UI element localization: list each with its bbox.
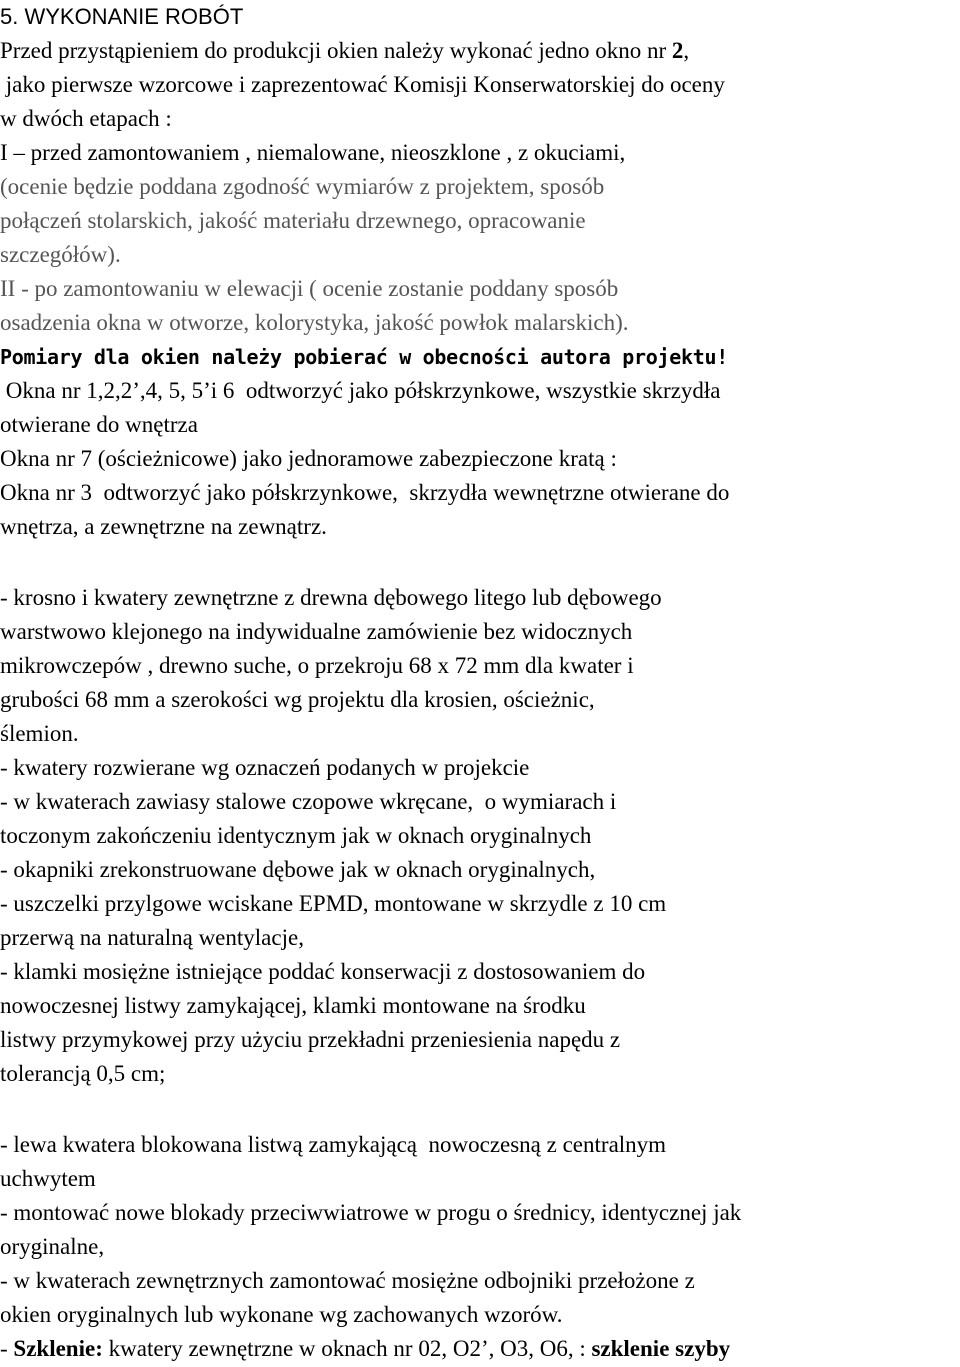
spec-line: ślemion.: [0, 721, 79, 746]
spec-line: przerwą na naturalną wentylacje,: [0, 925, 304, 950]
intro-line-2: jako pierwsze wzorcowe i zaprezentować Komisji Konserwatorskiej do oceny: [0, 72, 725, 97]
spec-line: okien oryginalnych lub wykonane wg zachowanych wzorów.: [0, 1302, 563, 1327]
stage-one-detail-line: szczegółów).: [0, 242, 121, 267]
window-number-emphasis: 2: [671, 38, 684, 63]
window-type-line: wnętrza, a zewnętrzne na zewnątrz.: [0, 514, 327, 539]
spec-line: uchwytem: [0, 1166, 96, 1191]
spec-line: toczonym zakończeniu identycznym jak w oknach oryginalnych: [0, 823, 592, 848]
stage-one-line: I – przed zamontowaniem , niemalowane, nieoszklone , z okuciami,: [0, 140, 626, 165]
spec-line: oryginalne,: [0, 1234, 105, 1259]
intro-comma: ,: [683, 38, 690, 63]
spec-line: listwy przymykowej przy użyciu przekładni przeniesienia napędu z: [0, 1027, 621, 1052]
measurement-notice: Pomiary dla okien należy pobierać w obecności autora projektu!: [0, 345, 728, 369]
spec-line: grubości 68 mm a szerokości wg projektu dla krosien, ościeżnic,: [0, 687, 595, 712]
stage-one-detail-line: (ocenie będzie poddana zgodność wymiarów z projektem, sposób: [0, 174, 605, 199]
spec-line: - krosno i kwatery zewnętrzne z drewna dębowego litego lub dębowego: [0, 585, 662, 610]
spec-line: nowoczesnej listwy zamykającej, klamki montowane na środku: [0, 993, 586, 1018]
spec-line: - kwatery rozwierane wg oznaczeń podanych w projekcie: [0, 755, 530, 780]
spec-line: tolerancją 0,5 cm;: [0, 1061, 166, 1086]
intro-text: Przed przystąpieniem do produkcji okien należy wykonać jedno okno nr: [0, 38, 672, 63]
spec-line: - lewa kwatera blokowana listwą zamykającą nowoczesną z centralnym: [0, 1132, 667, 1157]
spec-line: - uszczelki przylgowe wciskane EPMD, montowane w skrzydle z 10 cm: [0, 891, 667, 916]
spec-line: - klamki mosiężne istniejące poddać konserwacji z dostosowaniem do: [0, 959, 646, 984]
window-type-line: Okna nr 7 (ościeżnicowe) jako jednoramowe zabezpieczone kratą :: [0, 446, 617, 471]
spec-line: - w kwaterach zawiasy stalowe czopowe wkręcane, o wymiarach i: [0, 789, 617, 814]
glazing-dash: -: [0, 1336, 14, 1361]
stage-two-line: II - po zamontowaniu w elewacji ( ocenie zostanie poddany sposób: [0, 276, 619, 301]
glazing-line: [0, 1332, 730, 1366]
spec-line: - w kwaterach zewnętrznych zamontować mosiężne odbojniki przełożone z: [0, 1268, 695, 1293]
spec-line: mikrowczepów , drewno suche, o przekroju 68 x 72 mm dla kwater i: [0, 653, 634, 678]
window-type-line: Okna nr 3 odtworzyć jako półskrzynkowe, skrzydła wewnętrzne otwierane do: [0, 480, 730, 505]
spec-line: - montować nowe blokady przeciwwiatrowe w progu o średnicy, identycznej jak: [0, 1200, 742, 1225]
spec-line: warstwowo klejonego na indywidualne zamówienie bez widocznych: [0, 619, 633, 644]
section-heading: 5. WYKONANIE ROBÓT: [0, 4, 244, 29]
glazing-emphasis: szklenie szyby: [591, 1336, 731, 1361]
stage-two-line: osadzenia okna w otworze, kolorystyka, jakość powłok malarskich).: [0, 310, 629, 335]
stage-one-detail-line: połączeń stolarskich, jakość materiału drzewnego, opracowanie: [0, 208, 586, 233]
spec-line: - okapniki zrekonstruowane dębowe jak w oknach oryginalnych,: [0, 857, 596, 882]
intro-line-1: [0, 34, 689, 68]
window-type-line: Okna nr 1,2,2’,4, 5, 5’i 6 odtworzyć jako półskrzynkowe, wszystkie skrzydła: [0, 378, 721, 403]
window-type-line: otwierane do wnętrza: [0, 412, 198, 437]
glazing-label: Szklenie:: [13, 1336, 103, 1361]
intro-line-3: w dwóch etapach :: [0, 106, 172, 131]
glazing-text: kwatery zewnętrzne w oknach nr 02, O2’, O3, O6, :: [102, 1336, 592, 1361]
